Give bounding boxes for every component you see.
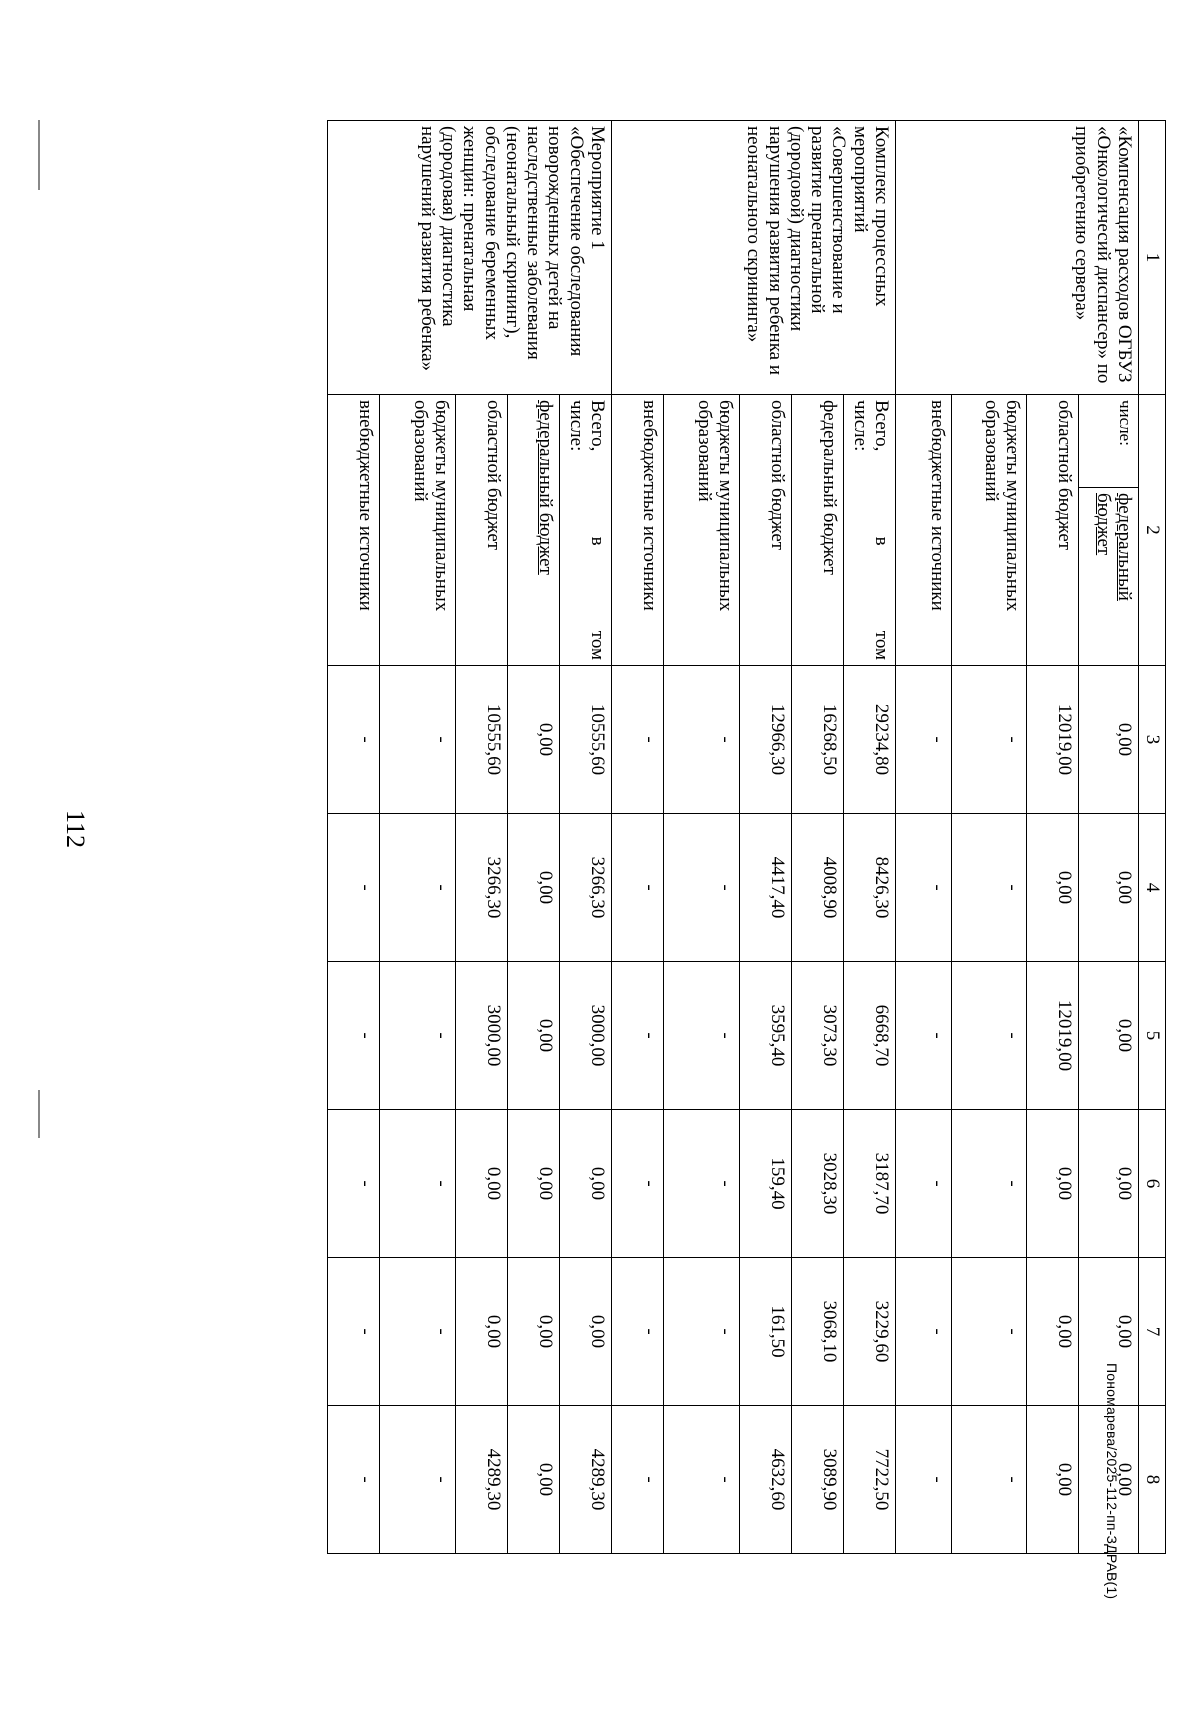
source-cell <box>792 395 844 666</box>
source-label: бюджеты муниципальных образований <box>409 400 452 612</box>
value-cell: 0,00 <box>1079 1258 1139 1406</box>
value-cell: 4632,60 <box>740 1406 792 1554</box>
value-cell: 4289,30 <box>560 1406 612 1554</box>
budget-table <box>327 120 1166 1554</box>
program-name: «Компенсация расходов ОГБУЗ «Онкологичесий диспансер» по приобретению сервера» <box>1071 126 1135 384</box>
total-label-word: том <box>871 630 892 660</box>
value-cell: 12019,00 <box>1027 666 1079 814</box>
value-cell: - <box>328 1110 380 1258</box>
column-header: 1 <box>1139 121 1166 395</box>
value-cell: - <box>328 1406 380 1554</box>
value-cell: 3266,30 <box>560 814 612 962</box>
value-cell: 8426,30 <box>844 814 896 962</box>
value-cell: 0,00 <box>508 1110 560 1258</box>
value-cell: - <box>896 666 952 814</box>
source-cell <box>612 395 664 666</box>
source-cell <box>380 395 456 666</box>
value-cell: - <box>952 666 1027 814</box>
value-cell: 3595,40 <box>740 962 792 1110</box>
value-cell: - <box>380 814 456 962</box>
value-cell: - <box>380 1258 456 1406</box>
value-cell: 4289,30 <box>456 1406 508 1554</box>
column-header: 4 <box>1139 814 1166 962</box>
value-cell: 0,00 <box>1079 1110 1139 1258</box>
value-cell: 3089,90 <box>792 1406 844 1554</box>
program-name-cell <box>328 121 612 395</box>
value-cell: - <box>612 962 664 1110</box>
value-cell: - <box>896 1110 952 1258</box>
value-cell: - <box>612 1406 664 1554</box>
value-cell: - <box>896 1406 952 1554</box>
value-cell: - <box>896 962 952 1110</box>
program-name: «Обеспечение обследования новорожденных детей на наследственные заболевания (неонатальный скрининг), обследование беременных женщин: пренатальная (дородовая) диагностика нарушений развития ребенка» <box>416 126 587 372</box>
source-cell <box>844 395 896 666</box>
value-cell: 0,00 <box>1079 814 1139 962</box>
page-number: 112 <box>61 810 90 849</box>
value-cell: 0,00 <box>508 666 560 814</box>
total-label-word: числе: <box>849 400 871 452</box>
value-cell: - <box>612 1110 664 1258</box>
value-cell: 4417,40 <box>740 814 792 962</box>
value-cell: - <box>952 1258 1027 1406</box>
table-row <box>844 121 896 1554</box>
value-cell: - <box>952 1406 1027 1554</box>
value-cell: - <box>896 814 952 962</box>
value-cell: - <box>328 666 380 814</box>
value-cell: 0,00 <box>1027 1258 1079 1406</box>
column-header: 7 <box>1139 1258 1166 1406</box>
source-cell <box>560 395 612 666</box>
table-row <box>560 121 612 1554</box>
value-cell: 0,00 <box>508 962 560 1110</box>
footer-document-code: Пономарева/2025-112-пп-ЗДРАВ(1) <box>1104 1363 1120 1600</box>
value-cell: 10555,60 <box>456 666 508 814</box>
source-cell <box>508 395 560 666</box>
measure-title: Мероприятие 1 <box>587 126 608 250</box>
value-cell: 3266,30 <box>456 814 508 962</box>
total-label-word: в <box>587 536 608 546</box>
value-cell: 0,00 <box>508 814 560 962</box>
program-name-cell <box>612 121 896 395</box>
value-cell: 10555,60 <box>560 666 612 814</box>
source-label: областной бюджет <box>483 400 504 551</box>
column-header: 2 <box>1139 395 1166 666</box>
value-cell: - <box>664 962 740 1110</box>
value-cell: 3229,60 <box>844 1258 896 1406</box>
value-cell: - <box>664 814 740 962</box>
value-cell: 3028,30 <box>792 1110 844 1258</box>
value-cell: 0,00 <box>1079 962 1139 1110</box>
value-cell: 0,00 <box>1079 666 1139 814</box>
column-header: 8 <box>1139 1406 1166 1554</box>
value-cell: 12019,00 <box>1027 962 1079 1110</box>
value-cell: 161,50 <box>740 1258 792 1406</box>
value-cell: 0,00 <box>560 1110 612 1258</box>
value-cell: - <box>664 1258 740 1406</box>
source-cell <box>1027 395 1079 666</box>
source-label: внебюджетные источники <box>639 400 660 611</box>
value-cell: 7722,50 <box>844 1406 896 1554</box>
value-cell: - <box>664 1110 740 1258</box>
source-label: областной бюджет <box>767 400 788 551</box>
value-cell: 12966,30 <box>740 666 792 814</box>
value-cell: 0,00 <box>508 1258 560 1406</box>
value-cell: - <box>952 1110 1027 1258</box>
source-label: бюджеты муниципальных образований <box>980 400 1023 612</box>
value-cell: - <box>612 666 664 814</box>
source-cell <box>740 395 792 666</box>
value-cell: 0,00 <box>1027 1406 1079 1554</box>
source-label: внебюджетные источники <box>927 400 948 611</box>
value-cell: - <box>952 814 1027 962</box>
value-cell: 0,00 <box>456 1110 508 1258</box>
value-cell: - <box>328 814 380 962</box>
value-cell: - <box>380 962 456 1110</box>
column-header: 5 <box>1139 962 1166 1110</box>
value-cell: 0,00 <box>560 1258 612 1406</box>
value-cell: 0,00 <box>1079 1406 1139 1554</box>
source-label: федеральный бюджет <box>1092 493 1135 601</box>
value-cell: 3000,00 <box>560 962 612 1110</box>
value-cell: 0,00 <box>1027 814 1079 962</box>
value-cell: - <box>612 814 664 962</box>
value-cell: 29234,80 <box>844 666 896 814</box>
column-header: 3 <box>1139 666 1166 814</box>
program-name: Комплекс процессных мероприятий «Совершенствование и развитие пренатальной (дородовой) диагностики нарушения развития ребенка и неонатального скрининга» <box>743 126 892 376</box>
source-cell <box>456 395 508 666</box>
value-cell: 0,00 <box>456 1258 508 1406</box>
source-cell <box>664 395 740 666</box>
value-cell: 3068,10 <box>792 1258 844 1406</box>
scan-edge-line <box>38 1090 40 1138</box>
table-row <box>1079 121 1139 1554</box>
source-cell <box>896 395 952 666</box>
total-label-word: Всего, <box>871 400 892 452</box>
value-cell: 16268,50 <box>792 666 844 814</box>
continued-label: числе: <box>1079 395 1139 488</box>
value-cell: - <box>380 666 456 814</box>
total-label-word: в <box>871 536 892 546</box>
value-cell: - <box>952 962 1027 1110</box>
source-cell <box>328 395 380 666</box>
source-cell <box>1079 488 1139 666</box>
column-header: 6 <box>1139 1110 1166 1258</box>
program-name-cell <box>896 121 1139 395</box>
value-cell: 159,40 <box>740 1110 792 1258</box>
total-label-word: Всего, <box>587 400 608 452</box>
value-cell: - <box>664 1406 740 1554</box>
value-cell: 0,00 <box>1027 1110 1079 1258</box>
source-label: внебюджетные источники <box>355 400 376 611</box>
value-cell: 4008,90 <box>792 814 844 962</box>
value-cell: 0,00 <box>508 1406 560 1554</box>
value-cell: 3187,70 <box>844 1110 896 1258</box>
value-cell: - <box>896 1258 952 1406</box>
value-cell: 3000,00 <box>456 962 508 1110</box>
source-cell <box>952 395 1027 666</box>
total-label-word: том <box>587 630 608 660</box>
value-cell: 3073,30 <box>792 962 844 1110</box>
column-number-row <box>1139 121 1166 1554</box>
scan-edge-line <box>38 120 40 190</box>
value-cell: 6668,70 <box>844 962 896 1110</box>
source-label: федеральный бюджет <box>535 400 556 575</box>
value-cell: - <box>328 1258 380 1406</box>
total-label-word: числе: <box>565 400 587 452</box>
value-cell: - <box>664 666 740 814</box>
value-cell: - <box>380 1110 456 1258</box>
value-cell: - <box>328 962 380 1110</box>
source-label: бюджеты муниципальных образований <box>693 400 736 612</box>
source-label: федеральный бюджет <box>819 400 840 575</box>
value-cell: - <box>612 1258 664 1406</box>
value-cell: - <box>380 1406 456 1554</box>
source-label: областной бюджет <box>1054 400 1075 551</box>
